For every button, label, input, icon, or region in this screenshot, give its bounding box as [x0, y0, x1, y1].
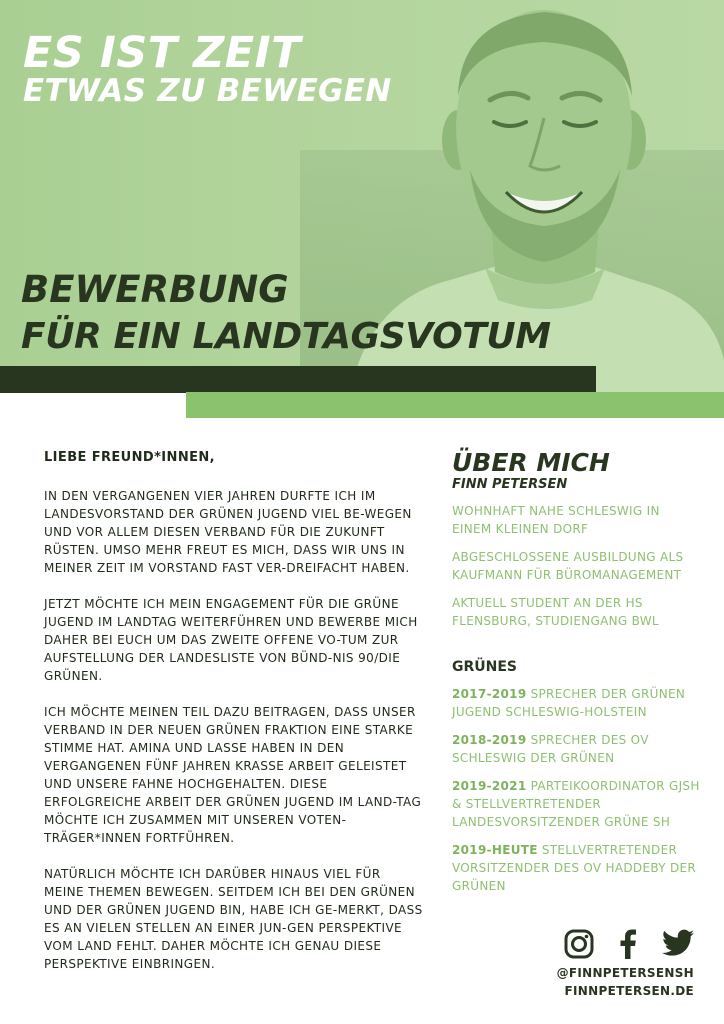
gruenes-item	[452, 731, 702, 767]
social-icons	[564, 929, 704, 961]
gruenes-item-years: 2019-HEUTE	[452, 843, 538, 857]
divider-bar-light	[186, 392, 724, 418]
letter-body	[44, 449, 424, 991]
headline-line-1: ES IST ZEIT	[23, 28, 301, 78]
gruenes-item-text: SPRECHER DES OV SCHLESWIG DER GRÜNEN	[452, 733, 649, 765]
twitter-icon[interactable]	[662, 929, 694, 957]
header-banner	[0, 0, 724, 392]
letter-salutation: LIEBE FREUND*INNEN,	[44, 450, 216, 465]
social-handle[interactable]: @FINNPETERSENSH	[556, 966, 694, 980]
gruenes-item-years: 2019-2021	[452, 779, 527, 793]
sidebar	[452, 449, 702, 905]
website-link[interactable]: FINNPETERSEN.DE	[564, 984, 694, 998]
instagram-icon[interactable]	[564, 929, 594, 959]
headline-line-2: ETWAS ZU BEWEGEN	[23, 73, 392, 109]
about-item: AKTUELL STUDENT AN DER HS FLENSBURG, STUDIENGANG BWL	[452, 596, 659, 628]
divider-bar-dark	[0, 366, 596, 393]
letter-paragraph: ICH MÖCHTE MEINEN TEIL DAZU BEITRAGEN, DASS UNSER VERBAND IN DER NEUEN GRÜNEN FRAKTION EINE STARKE STIMME HAT. AMINA UND LASSE HABEN IN DEN VERGANGENEN FÜNF JAHREN KRASSE ARBEIT GELEISTET UND UNSERE FAHNE HOCHGEHALTEN. DIESE ERFOLGREICHE ARBEIT DER GRÜNEN JUGEND IM LAND-TAG MÖCHTE ICH ZUSAMMEN MIT UNSEREN VOTEN-TRÄGER*INNEN FORTFÜHREN.	[44, 705, 422, 845]
gruenes-item	[452, 777, 702, 831]
title-line-2: FÜR EIN LANDTAGSVOTUM	[21, 316, 551, 357]
gruenes-item-text: SPRECHER DER GRÜNEN JUGEND SCHLESWIG-HOLSTEIN	[452, 687, 686, 719]
about-item: ABGESCHLOSSENE AUSBILDUNG ALS KAUFMANN FÜR BÜROMANAGEMENT	[452, 550, 684, 582]
letter-paragraph: NATÜRLICH MÖCHTE ICH DARÜBER HINAUS VIEL FÜR MEINE THEMEN BEWEGEN. SEITDEM ICH BEI DEN GRÜNEN UND DER GRÜNEN JUGEND BIN, HABE ICH GE-MERKT, DASS ES AN VIELEN STELLEN AN EINER JUN-GEN PERSPEKTIVE VOM LAND FEHLT. DAHER MÖCHTE ICH GENAU DIESE PERSPEKTIVE EINBRINGEN.	[44, 867, 423, 971]
letter-paragraph: JETZT MÖCHTE ICH MEIN ENGAGEMENT FÜR DIE GRÜNE JUGEND IM LANDTAG WEITERFÜHREN UND BEWERBE MICH DAHER BEI EUCH UM DAS ZWEITE OFFENE VO-TUM ZUR AUFSTELLUNG DER LANDESLISTE VON BÜND-NIS 90/DIE GRÜNEN.	[44, 597, 418, 683]
gruenes-item-years: 2018-2019	[452, 733, 527, 747]
letter-paragraph: IN DEN VERGANGENEN VIER JAHREN DURFTE ICH IM LANDESVORSTAND DER GRÜNEN JUGEND VIEL BE-WEGEN UND VOR ALLEM DIESEN VERBAND FÜR DIE ZUKUNFT RÜSTEN. UMSO MEHR FREUT ES MICH, DASS WIR UNS IN MEINER ZEIT IM VORSTAND FAST VER-DREIFACHT HABEN.	[44, 489, 412, 575]
title-line-1: BEWERBUNG	[21, 268, 289, 311]
gruenes-heading: GRÜNES	[452, 659, 518, 675]
gruenes-item	[452, 685, 702, 721]
gruenes-item-text: PARTEIKOORDINATOR GJSH & STELLVERTRETENDER LANDESVORSITZENDER GRÜNE SH	[452, 779, 700, 829]
about-item: WOHNHAFT NAHE SCHLESWIG IN EINEM KLEINEN DORF	[452, 504, 660, 536]
facebook-icon[interactable]	[619, 929, 637, 959]
about-heading: ÜBER MICH	[452, 448, 610, 477]
gruenes-item-years: 2017-2019	[452, 687, 527, 701]
about-name: FINN PETERSEN	[452, 477, 568, 492]
gruenes-item	[452, 841, 702, 895]
gruenes-item-text: STELLVERTRETENDER VORSITZENDER DES OV HADDEBY DER GRÜNEN	[452, 843, 697, 893]
